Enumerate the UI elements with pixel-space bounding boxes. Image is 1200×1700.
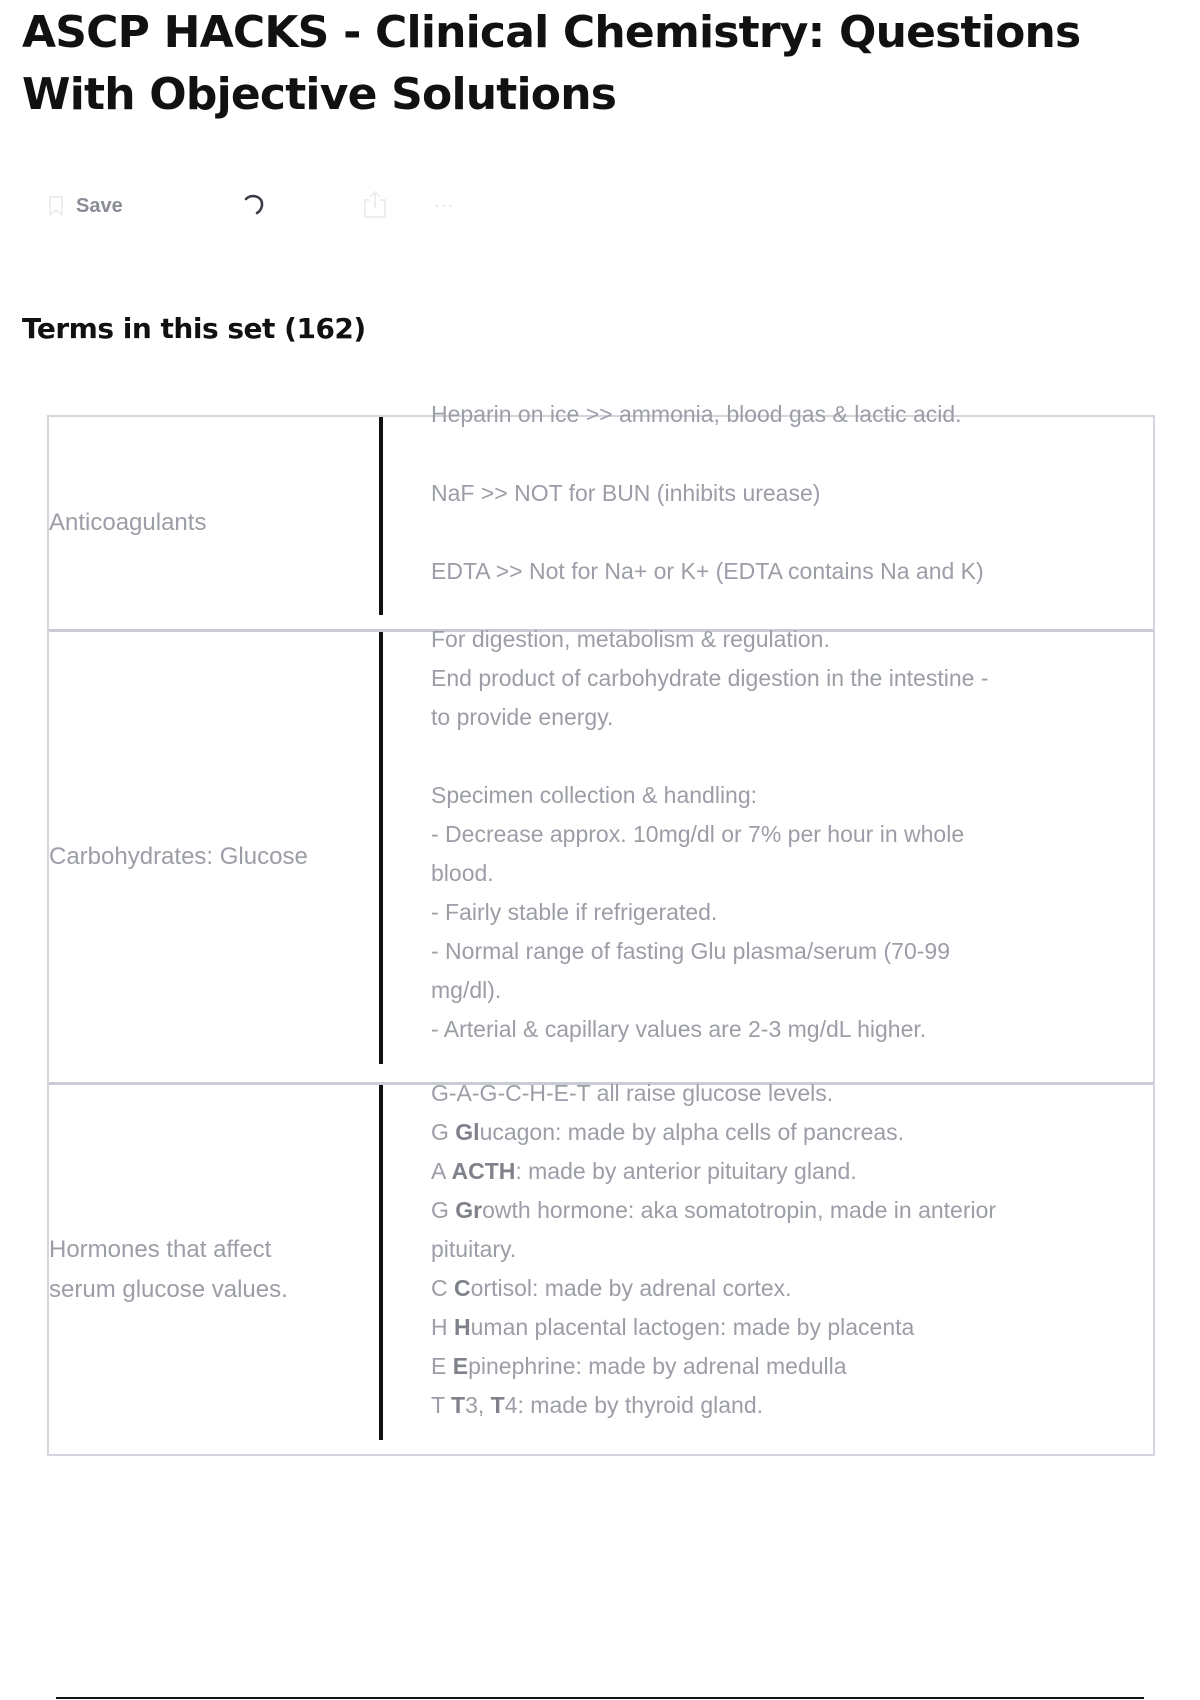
more-icon: ··· bbox=[434, 195, 455, 217]
mnemonic-bold: H bbox=[454, 1314, 471, 1340]
definition-line bbox=[431, 1308, 1131, 1347]
mnemonic-bold: Gr bbox=[455, 1197, 483, 1223]
definition-line bbox=[431, 1074, 1131, 1113]
definition-line bbox=[431, 1347, 1131, 1386]
definition-cell bbox=[431, 395, 1131, 631]
set-toolbar bbox=[48, 184, 508, 228]
column-divider bbox=[379, 1085, 383, 1440]
terms-table bbox=[47, 401, 1155, 1456]
save-button[interactable] bbox=[48, 184, 123, 228]
definition-line: - Normal range of fasting Glu plasma/serum (70-99 bbox=[431, 938, 950, 964]
definition-cell bbox=[431, 1074, 1131, 1425]
save-label: Save bbox=[76, 194, 123, 217]
terms-count-heading: Terms in this set (162) bbox=[22, 312, 366, 345]
mnemonic-letter: A bbox=[431, 1158, 452, 1184]
definition-line: For digestion, metabolism & regulation. bbox=[431, 626, 830, 652]
term-row[interactable] bbox=[49, 401, 1153, 629]
footer-divider bbox=[56, 1697, 1144, 1699]
share-button[interactable] bbox=[362, 184, 388, 228]
definition-text: : made by anterior pituitary gland. bbox=[515, 1158, 857, 1184]
definition-line bbox=[431, 1152, 1131, 1191]
definition-line bbox=[431, 737, 1131, 776]
term-text: Carbohydrates: Glucose bbox=[49, 843, 308, 870]
share-icon bbox=[362, 189, 388, 223]
definition-line: blood. bbox=[431, 860, 494, 886]
definition-text: pituitary. bbox=[431, 1236, 517, 1262]
definition-line bbox=[431, 1230, 1131, 1269]
term-text-line: serum glucose values. bbox=[49, 1275, 288, 1303]
mnemonic-bold: C bbox=[454, 1275, 471, 1301]
spinner-icon bbox=[240, 190, 268, 222]
definition-text: owth hormone: aka somatotropin, made in anterior bbox=[482, 1197, 997, 1223]
definition-line: - Arterial & capillary values are 2-3 mg/dL higher. bbox=[431, 1016, 927, 1042]
definition-line: - Fairly stable if refrigerated. bbox=[431, 899, 718, 925]
term-text-line: Hormones that affect bbox=[49, 1235, 272, 1263]
definition-line bbox=[431, 1191, 1131, 1230]
definition-text: uman placental lactogen: made by placenta bbox=[470, 1314, 915, 1340]
definition-line: to provide energy. bbox=[431, 704, 614, 730]
definition-cell bbox=[431, 620, 1131, 1049]
term-text: Anticoagulants bbox=[49, 509, 207, 536]
mnemonic-letter: H bbox=[431, 1314, 454, 1340]
loading-indicator bbox=[240, 184, 268, 228]
mnemonic-letter: E bbox=[431, 1353, 453, 1379]
definition-line bbox=[431, 1386, 1131, 1425]
mnemonic-bold: E bbox=[452, 1353, 469, 1379]
definition-line: NaF >> NOT for BUN (inhibits urease) bbox=[431, 479, 821, 506]
term-cell bbox=[49, 1085, 379, 1454]
mnemonic-bold: T bbox=[490, 1392, 505, 1418]
definition-text: 3, bbox=[465, 1392, 491, 1418]
mnemonic-letter: T bbox=[431, 1392, 452, 1418]
mnemonic-bold: Gl bbox=[455, 1119, 480, 1145]
definition-line: - Decrease approx. 10mg/dl or 7% per hour in whole bbox=[431, 821, 965, 847]
definition-line: Specimen collection & handling: bbox=[431, 782, 758, 808]
column-divider bbox=[379, 417, 383, 615]
mnemonic-bold: ACTH bbox=[451, 1158, 516, 1184]
column-divider bbox=[379, 632, 383, 1064]
more-options-button[interactable] bbox=[434, 184, 454, 228]
term-cell bbox=[49, 417, 379, 629]
definition-text: 4: made by thyroid gland. bbox=[504, 1392, 764, 1418]
page-title: ASCP HACKS - Clinical Chemistry: Questions With Objective Solutions bbox=[22, 7, 1081, 120]
term-row[interactable] bbox=[49, 1082, 1153, 1454]
term-cell bbox=[49, 632, 379, 1082]
definition-text: ucagon: made by alpha cells of pancreas. bbox=[479, 1119, 905, 1145]
definition-text: ortisol: made by adrenal cortex. bbox=[470, 1275, 792, 1301]
definition-line bbox=[431, 1269, 1131, 1308]
mnemonic-letter: C bbox=[431, 1275, 454, 1301]
bookmark-icon bbox=[48, 196, 64, 216]
mnemonic-letter: G bbox=[431, 1197, 456, 1223]
mnemonic-letter: G bbox=[431, 1119, 456, 1145]
term-row[interactable] bbox=[49, 626, 1153, 1082]
definition-text: G-A-G-C-H-E-T all raise glucose levels. bbox=[431, 1080, 834, 1106]
definition-line: mg/dl). bbox=[431, 977, 502, 1003]
definition-text: pinephrine: made by adrenal medulla bbox=[468, 1353, 847, 1379]
definition-line: EDTA >> Not for Na+ or K+ (EDTA contains Na and K) bbox=[431, 558, 984, 584]
definition-line: End product of carbohydrate digestion in the intestine - bbox=[431, 665, 989, 691]
definition-line: Heparin on ice >> ammonia, blood gas & lactic acid. bbox=[431, 401, 962, 427]
definition-line bbox=[431, 1113, 1131, 1152]
mnemonic-bold: T bbox=[451, 1392, 466, 1418]
